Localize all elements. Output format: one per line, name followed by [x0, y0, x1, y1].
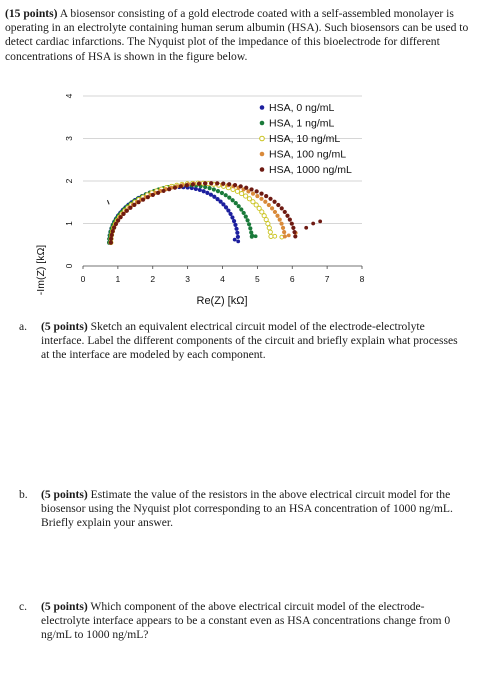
data-point: [227, 195, 231, 199]
data-point: [234, 227, 238, 231]
data-point: [273, 210, 277, 214]
data-point: [167, 187, 171, 191]
question-b-text: Estimate the value of the resistors in the above electrical circuit model for the biosensor using the Nyquist plot corresponding to an HSA concentration of 1000 ng/mL. Briefly explain your answer.: [41, 488, 453, 530]
data-point: [268, 230, 272, 234]
data-point: [173, 186, 177, 190]
data-point: [311, 222, 315, 226]
data-point: [264, 194, 268, 198]
data-point: [268, 197, 272, 201]
question-b-letter: b.: [19, 488, 28, 501]
data-point: [185, 183, 189, 187]
question-a-body: [41, 320, 466, 363]
x-tick-label: 1: [115, 274, 121, 284]
data-point: [236, 239, 240, 243]
data-point: [290, 222, 294, 226]
nyquist-chart: [0, 90, 482, 315]
question-c-letter: c.: [19, 600, 28, 613]
data-point: [237, 204, 241, 208]
data-point: [266, 222, 270, 226]
data-point: [203, 181, 207, 185]
chart-points: [107, 181, 322, 245]
data-point: [224, 193, 228, 197]
data-point: [259, 197, 263, 201]
data-point: [270, 206, 274, 210]
data-point: [247, 222, 251, 226]
series-1: [107, 183, 257, 245]
data-point: [285, 214, 289, 218]
data-point: [191, 182, 195, 186]
data-point: [281, 226, 285, 230]
x-tick-label: 8: [359, 274, 365, 284]
data-point: [111, 229, 115, 233]
data-point: [259, 192, 263, 196]
x-tick-label: 3: [185, 274, 190, 284]
data-point: [304, 226, 308, 230]
y-tick-label: 0: [64, 263, 74, 269]
data-point: [205, 191, 209, 195]
data-point: [239, 184, 243, 188]
data-point: [291, 226, 295, 230]
data-point: [275, 214, 279, 218]
chart-legend: [260, 102, 352, 176]
data-point: [244, 186, 248, 190]
question-a-letter: a.: [19, 320, 28, 333]
data-point: [249, 187, 253, 191]
data-point: [293, 234, 297, 238]
data-point: [280, 206, 284, 210]
data-point: [267, 226, 271, 230]
data-point: [109, 241, 113, 245]
data-point: [216, 189, 220, 193]
legend-label: HSA, 1000 ng/mL: [269, 164, 352, 176]
legend-marker: [260, 136, 265, 141]
data-point: [179, 184, 183, 188]
data-point: [121, 212, 125, 216]
data-point: [288, 218, 292, 222]
data-point: [232, 219, 236, 223]
data-point: [236, 235, 240, 239]
legend-label: HSA, 100 ng/mL: [269, 148, 347, 161]
data-point: [114, 222, 118, 226]
y-tick-label: 1: [64, 221, 74, 226]
x-tick-label: 6: [289, 274, 295, 284]
legend-marker: [260, 105, 265, 110]
data-point: [279, 222, 283, 226]
nyquist-figure: [0, 90, 482, 315]
data-point: [198, 188, 202, 192]
data-point: [250, 234, 254, 238]
data-point: [255, 194, 259, 198]
y-tick-label: 3: [64, 136, 74, 141]
x-tick-label: 7: [324, 274, 330, 284]
x-tick-label: 5: [255, 274, 260, 284]
data-point: [269, 234, 273, 238]
data-point: [255, 189, 259, 193]
data-point: [251, 192, 255, 196]
data-point: [242, 211, 246, 215]
legend-marker: [260, 152, 265, 157]
y-axis-label: -Im(Z) [kΩ]: [35, 244, 47, 296]
data-point: [283, 234, 287, 238]
data-point: [244, 194, 248, 198]
data-point: [283, 210, 287, 214]
data-point: [318, 219, 322, 223]
data-point: [233, 183, 237, 187]
data-point: [207, 186, 211, 190]
start-mark: [107, 200, 109, 204]
question-b-body: [41, 488, 466, 531]
data-point: [215, 181, 219, 185]
legend-marker: [260, 121, 265, 126]
y-tick-label: 4: [64, 93, 74, 99]
data-point: [272, 200, 276, 204]
question-b-points: (5 points): [41, 488, 88, 501]
data-point: [116, 218, 120, 222]
data-point: [202, 189, 206, 193]
data-point: [292, 230, 296, 234]
data-point: [212, 187, 216, 191]
data-point: [240, 192, 244, 196]
data-point: [235, 231, 239, 235]
data-point: [239, 207, 243, 211]
y-tick-label: 2: [64, 178, 74, 184]
data-point: [156, 191, 160, 195]
data-point: [221, 182, 225, 186]
data-point: [128, 206, 132, 210]
problem-points: (15 points): [5, 7, 58, 20]
data-point: [136, 200, 140, 204]
data-point: [119, 215, 123, 219]
data-point: [125, 209, 129, 213]
data-point: [220, 191, 224, 195]
legend-label: HSA, 1 ng/mL: [269, 117, 335, 130]
data-point: [254, 234, 258, 238]
data-point: [141, 197, 145, 201]
data-point: [264, 218, 268, 222]
x-tick-label: 2: [150, 274, 156, 284]
data-point: [267, 203, 271, 207]
legend-label: HSA, 0 ng/mL: [269, 102, 335, 114]
data-point: [230, 215, 234, 219]
data-point: [273, 234, 277, 238]
data-point: [244, 214, 248, 218]
data-point: [245, 218, 249, 222]
data-point: [234, 201, 238, 205]
legend-marker: [260, 167, 265, 172]
data-point: [146, 195, 150, 199]
data-point: [197, 182, 201, 186]
problem-intro: [5, 7, 473, 64]
data-point: [282, 230, 286, 234]
data-point: [112, 225, 116, 229]
x-tick-label: 4: [220, 274, 225, 284]
x-tick-label: 0: [80, 274, 86, 284]
legend-label: HSA, 10 ng/mL: [269, 133, 341, 145]
data-point: [278, 218, 282, 222]
data-point: [151, 193, 155, 197]
question-a-points: (5 points): [41, 320, 88, 333]
question-c-text: Which component of the above electrical circuit model of the electrode-electrolyte interface appears to be a constant even as HSA concentrations change from 0 ng/mL to 1000 ng/mL?: [41, 600, 451, 642]
question-a-text: Sketch an equivalent electrical circuit model of the electrode-electrolyte interface. Label the different components of the circuit and briefly explain what processes at the interface are modeled by each component.: [41, 320, 458, 362]
question-c-points: (5 points): [41, 600, 88, 613]
problem-text: A biosensor consisting of a gold electrode coated with a self-assembled monolayer is operating in an electrolyte containing human serum albumin (HSA). Such biosensors can be used to detect cardiac infarctions. The Nyquist plot of the impedance of this bioelectrode for different concentrations of HSA is shown in the figure below.: [5, 7, 469, 63]
data-point: [248, 226, 252, 230]
question-c-body: [41, 600, 466, 643]
data-point: [109, 237, 113, 241]
x-axis-label: Re(Z) [kΩ]: [196, 295, 248, 307]
data-point: [233, 223, 237, 227]
data-point: [235, 189, 239, 193]
data-point: [209, 181, 213, 185]
data-point: [227, 182, 231, 186]
data-point: [276, 203, 280, 207]
data-point: [110, 233, 114, 237]
data-point: [231, 198, 235, 202]
data-point: [233, 238, 237, 242]
data-point: [287, 234, 291, 238]
data-point: [132, 203, 136, 207]
data-point: [161, 189, 165, 193]
data-point: [263, 200, 267, 204]
